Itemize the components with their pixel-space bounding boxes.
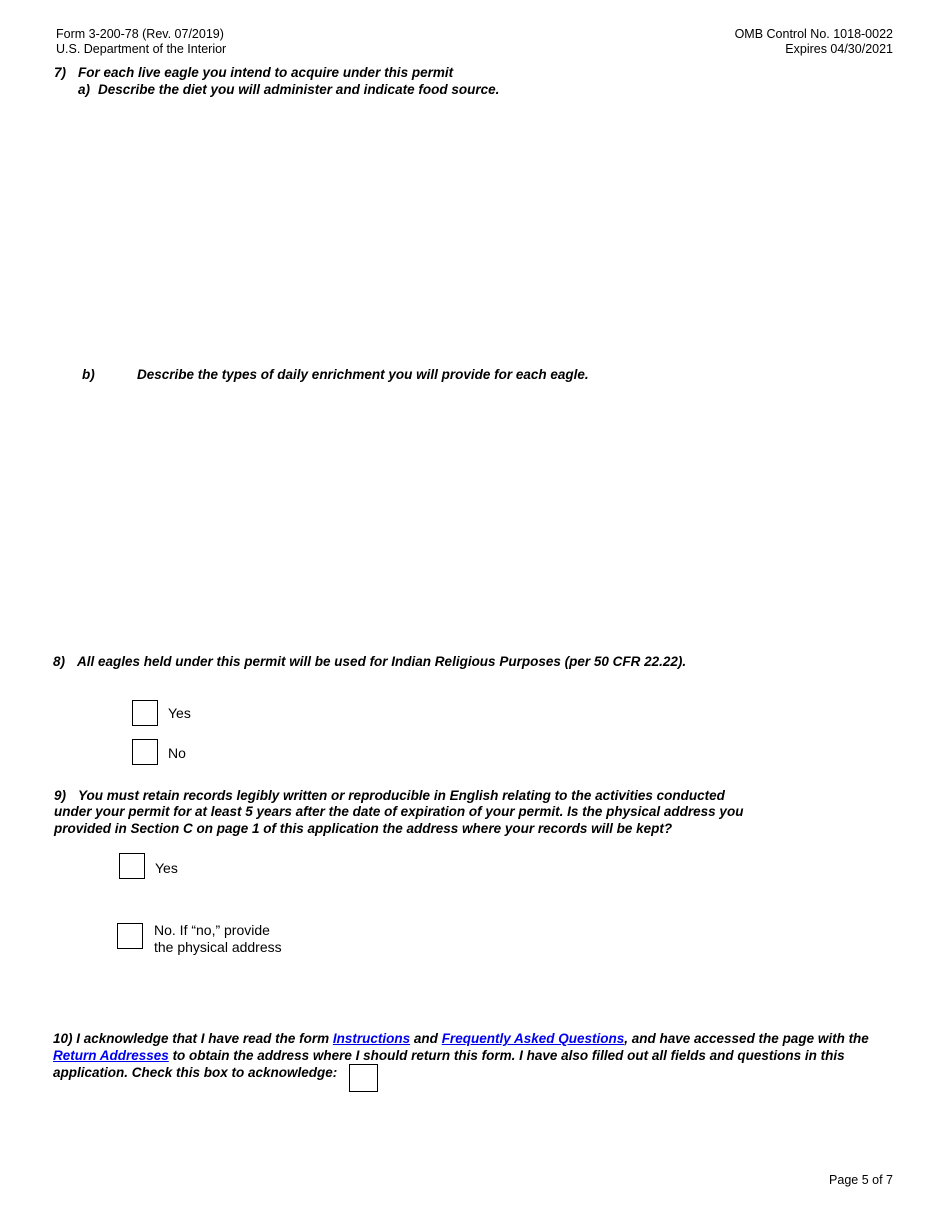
q8-no-checkbox[interactable] — [132, 739, 158, 765]
q8-yes-checkbox[interactable] — [132, 700, 158, 726]
q8-no-label: No — [168, 745, 186, 761]
question-9-line-2: under your permit for at least 5 years after the date of expiration of your permit. Is the physical address you — [54, 804, 744, 819]
question-10-text-1: I acknowledge that I have read the form — [76, 1031, 330, 1046]
question-9-number: 9) — [54, 788, 67, 803]
return-addresses-link[interactable]: Return Addresses — [53, 1048, 169, 1063]
expiration-date: Expires 04/30/2021 — [785, 42, 893, 56]
question-9-line-1: You must retain records legibly written or reproducible in English relating to the activities conducted — [78, 788, 725, 803]
question-7a-label: a) — [78, 82, 91, 97]
diet-answer-area[interactable] — [54, 100, 894, 355]
enrichment-answer-area[interactable] — [54, 388, 894, 638]
q9-yes-label: Yes — [155, 860, 178, 876]
question-10-text-2: , and have accessed the page with the — [624, 1031, 869, 1046]
question-10-text-3: to obtain the address where I should return this form. I have also filled out all fields and questions in this — [172, 1048, 845, 1063]
acknowledge-checkbox[interactable] — [349, 1064, 378, 1092]
q9-no-label-line-1: No. If “no,” provide — [154, 922, 270, 938]
q9-no-label-line-2: the physical address — [154, 939, 282, 955]
question-7-text: For each live eagle you intend to acquire under this permit — [78, 65, 454, 80]
department-name: U.S. Department of the Interior — [56, 42, 227, 56]
q9-no-checkbox[interactable] — [117, 923, 143, 949]
question-10-and: and — [413, 1031, 438, 1046]
question-7b-label: b) — [82, 367, 95, 382]
question-7a-text: Describe the diet you will administer and indicate food source. — [98, 82, 500, 97]
instructions-link[interactable]: Instructions — [332, 1031, 411, 1046]
question-8-number: 8) — [53, 654, 66, 669]
question-10-text-4: application. Check this box to acknowledge: — [53, 1065, 338, 1080]
question-8-text: All eagles held under this permit will be used for Indian Religious Purposes (per 50 CFR 22.22). — [77, 654, 687, 669]
question-9-line-3: provided in Section C on page 1 of this application the address where your records will be kept? — [54, 821, 673, 836]
form-number: Form 3-200-78 (Rev. 07/2019) — [56, 27, 224, 41]
omb-control-number: OMB Control No. 1018-0022 — [734, 27, 893, 41]
question-10-line-2 — [53, 1047, 845, 1064]
q8-yes-label: Yes — [168, 705, 191, 721]
q9-yes-checkbox[interactable] — [119, 853, 145, 879]
question-7b-text: Describe the types of daily enrichment you will provide for each eagle. — [137, 367, 589, 382]
faq-link[interactable]: Frequently Asked Questions — [441, 1031, 625, 1046]
question-7-number: 7) — [54, 65, 67, 80]
question-10-number: 10) — [53, 1031, 73, 1046]
page-number: Page 5 of 7 — [829, 1173, 893, 1187]
question-10-line-1 — [53, 1030, 869, 1047]
